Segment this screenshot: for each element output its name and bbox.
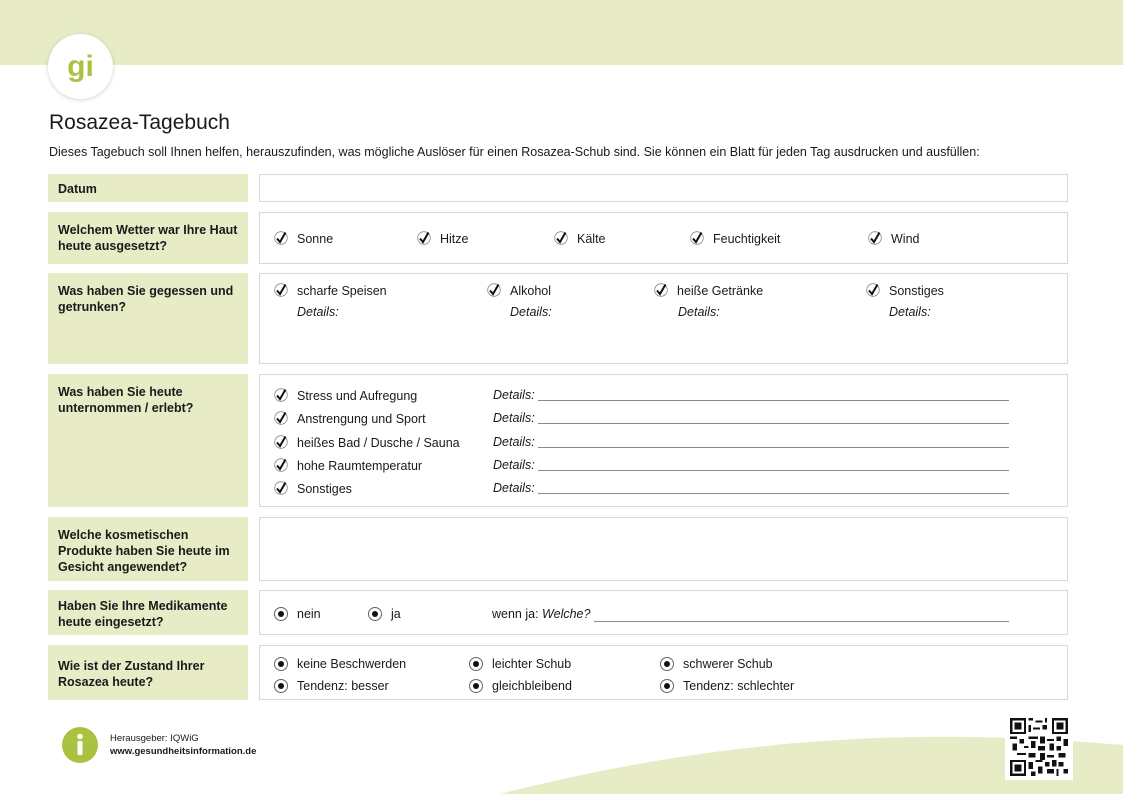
- radio-icon: [660, 679, 674, 693]
- publisher-text: Herausgeber: IQWiG: [110, 733, 199, 744]
- row-essen: [48, 273, 1068, 364]
- answer-essen: [259, 273, 1068, 364]
- checkmark-icon: [274, 435, 288, 449]
- option-label: Sonne: [297, 232, 334, 246]
- datum-input[interactable]: [259, 174, 1068, 202]
- question-kosmetik: Welche kosmetischen Produkte haben Sie heute im Gesicht angewendet?: [48, 517, 248, 581]
- wenn-ja-text: wenn ja:: [492, 607, 539, 621]
- option-label: Anstrengung und Sport: [297, 412, 426, 426]
- radio-icon: [274, 679, 288, 693]
- info-icon: [62, 727, 98, 763]
- row-kosmetik: [48, 517, 1068, 581]
- checkmark-icon: [274, 481, 288, 495]
- option-label: heiße Getränke: [677, 284, 764, 298]
- details-label: Details:: [493, 411, 535, 425]
- option-label: Sonstiges: [889, 284, 944, 298]
- option-label: Feuchtigkeit: [713, 232, 781, 246]
- checkmark-icon: [274, 231, 288, 245]
- option-label: Alkohol: [510, 284, 551, 298]
- checkmark-icon: [654, 283, 668, 297]
- details-label: Details:: [493, 458, 535, 472]
- radio-icon: [274, 607, 288, 621]
- header-band: [0, 0, 1123, 65]
- row-zustand: [48, 645, 1068, 700]
- question-erlebt: Was haben Sie heute unternommen / erlebt?: [48, 374, 248, 507]
- option-label: gleichbleibend: [492, 679, 572, 693]
- question-zustand: Wie ist der Zustand Ihrer Rosazea heute?: [48, 645, 248, 700]
- details-label: Details:: [297, 305, 339, 319]
- wenn-ja-label: [492, 607, 590, 621]
- details-label: Details:: [510, 305, 552, 319]
- checkmark-icon: [554, 231, 568, 245]
- details-label: Details:: [493, 388, 535, 402]
- logo-text: gi: [67, 50, 94, 83]
- details-label: Details:: [493, 481, 535, 495]
- answer-zustand: [259, 645, 1068, 700]
- option-label: Sonstiges: [297, 482, 352, 496]
- radio-icon: [368, 607, 382, 621]
- checkmark-icon: [274, 388, 288, 402]
- checkmark-icon: [274, 458, 288, 472]
- checkmark-icon: [866, 283, 880, 297]
- option-label: Kälte: [577, 232, 606, 246]
- option-label: scharfe Speisen: [297, 284, 387, 298]
- details-label: Details:: [889, 305, 931, 319]
- details-input-line[interactable]: [538, 423, 1009, 424]
- option-label: Stress und Aufregung: [297, 389, 418, 403]
- option-label: keine Beschwerden: [297, 657, 407, 671]
- question-medikamente: Haben Sie Ihre Medikamente heute eingesetzt?: [48, 590, 248, 635]
- intro-text: Dieses Tagebuch soll Ihnen helfen, herauszufinden, was mögliche Auslöser für einen Rosazea-Schub sind. Sie können ein Blatt für jeden Tag ausdrucken und ausfüllen:: [49, 145, 980, 159]
- option-label: ja: [391, 607, 401, 621]
- radio-icon: [469, 679, 483, 693]
- details-label: Details:: [493, 435, 535, 449]
- welche-label: Welche?: [542, 607, 591, 621]
- details-label: Details:: [678, 305, 720, 319]
- checkmark-icon: [274, 411, 288, 425]
- details-input-line[interactable]: [538, 493, 1009, 494]
- radio-icon: [469, 657, 483, 671]
- option-label: heißes Bad / Dusche / Sauna: [297, 436, 460, 450]
- question-datum: Datum: [48, 174, 248, 202]
- answer-wetter: [259, 212, 1068, 264]
- option-label: leichter Schub: [492, 657, 572, 671]
- checkmark-icon: [274, 283, 288, 297]
- option-label: Wind: [891, 232, 920, 246]
- checkmark-icon: [690, 231, 704, 245]
- details-input-line[interactable]: [538, 470, 1009, 471]
- option-label: Hitze: [440, 232, 469, 246]
- website-link[interactable]: www.gesundheitsinformation.de: [110, 746, 257, 757]
- kosmetik-input[interactable]: [259, 517, 1068, 581]
- checkmark-icon: [868, 231, 882, 245]
- question-wetter: Welchem Wetter war Ihre Haut heute ausgesetzt?: [48, 212, 248, 264]
- gi-logo: [48, 34, 113, 99]
- answer-erlebt: [259, 374, 1068, 507]
- question-essen: Was haben Sie gegessen und getrunken?: [48, 273, 248, 364]
- row-medikamente: [48, 590, 1068, 635]
- radio-icon: [274, 657, 288, 671]
- option-label: Tendenz: besser: [297, 679, 389, 693]
- row-datum: [48, 174, 1068, 202]
- option-label: schwerer Schub: [683, 657, 773, 671]
- answer-medikamente: [259, 590, 1068, 635]
- checkmark-icon: [487, 283, 501, 297]
- radio-icon: [660, 657, 674, 671]
- details-input-line[interactable]: [538, 447, 1009, 448]
- option-label: Tendenz: schlechter: [683, 679, 795, 693]
- row-wetter: [48, 212, 1068, 264]
- page-title: Rosazea-Tagebuch: [49, 111, 230, 134]
- row-erlebt: [48, 374, 1068, 507]
- checkmark-icon: [417, 231, 431, 245]
- medikamente-input-line[interactable]: [594, 621, 1009, 622]
- details-input-line[interactable]: [538, 400, 1009, 401]
- option-label: nein: [297, 607, 321, 621]
- qr-code-icon: [1005, 714, 1073, 780]
- option-label: hohe Raumtemperatur: [297, 459, 423, 473]
